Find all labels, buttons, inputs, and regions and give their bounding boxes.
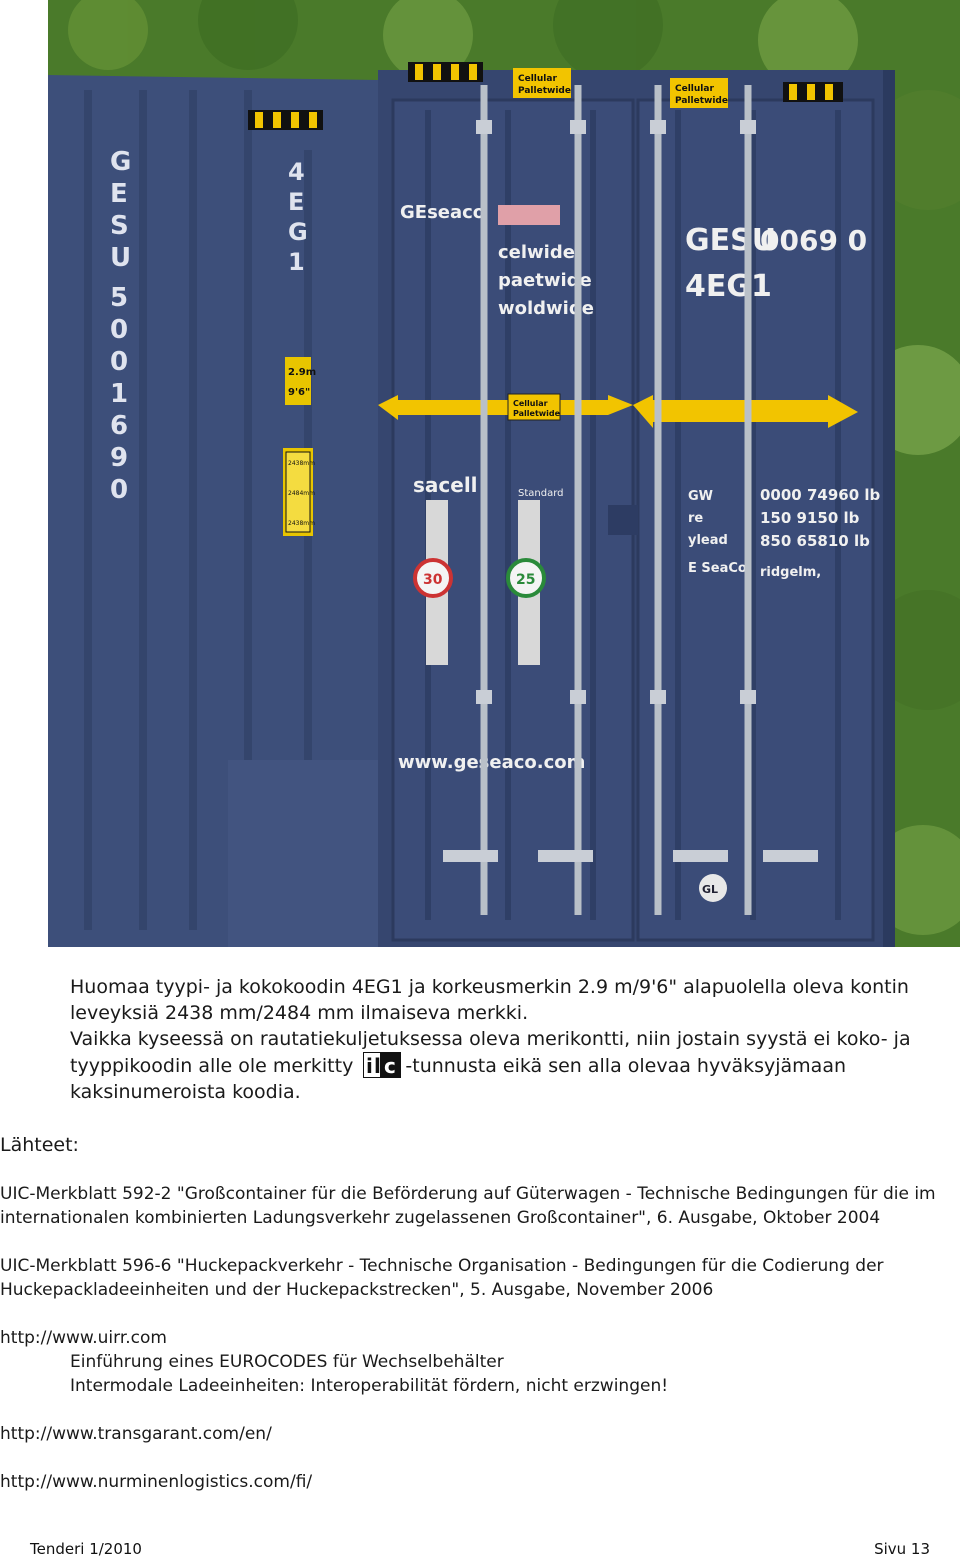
svg-text:paetwide: paetwide — [498, 270, 592, 291]
footer-publication: Tenderi 1/2010 — [30, 1540, 142, 1558]
svg-text:30: 30 — [423, 572, 443, 588]
svg-text:150 9150 lb: 150 9150 lb — [760, 509, 860, 527]
reference-uirr-item-1: Einführung eines EUROCODES für Wechselbehälter — [70, 1352, 504, 1372]
svg-text:www.geseaco.com: www.geseaco.com — [398, 752, 586, 773]
footer-page-number: Sivu 13 — [874, 1540, 930, 1558]
svg-text:re: re — [688, 511, 704, 526]
svg-text:Palletwide: Palletwide — [513, 409, 561, 418]
svg-text:2484mm: 2484mm — [288, 490, 315, 497]
svg-text:i: i — [366, 1054, 374, 1078]
svg-text:Standard: Standard — [518, 488, 564, 499]
svg-text:9'6": 9'6" — [288, 387, 311, 398]
svg-text:2.9m: 2.9m — [288, 367, 317, 378]
svg-text:2438mm: 2438mm — [288, 460, 315, 467]
photo-caption — [70, 974, 940, 1105]
svg-text:GESU: GESU — [685, 223, 777, 258]
svg-text:celwide: celwide — [498, 242, 575, 263]
palletwide-label-1: Cellular — [518, 74, 557, 84]
svg-text:ridgelm,: ridgelm, — [760, 565, 822, 580]
svg-text:4EG1: 4 E G 1 — [288, 158, 308, 276]
svg-text:Cellular: Cellular — [675, 84, 714, 94]
caption-text-before-symbol: Vaikka kyseessä on rautatiekuljetuksessa oleva merikontti, niin jostain syystä ei koko- ja tyyppikoodin alle ole merkitty — [70, 1028, 911, 1077]
svg-text:E SeaCo: E SeaCo — [688, 561, 747, 576]
reference-uirr-item-2: Intermodale Ladeeinheiten: Interoperabilität fördern, nicht erzwingen! — [70, 1376, 669, 1396]
svg-text:2438mm: 2438mm — [288, 520, 315, 527]
svg-text:GESU5001690: G E S U 5 0 0 1 6 9 0 — [110, 147, 132, 505]
svg-text:l: l — [374, 1054, 382, 1078]
svg-text:25: 25 — [516, 572, 536, 588]
svg-text:c: c — [384, 1054, 397, 1078]
reference-uirr — [0, 1326, 950, 1398]
reference-link-transgarant[interactable]: http://www.transgarant.com/en/ — [0, 1424, 272, 1444]
svg-text:0069 0: 0069 0 — [760, 224, 868, 257]
svg-text:GW: GW — [688, 489, 714, 504]
container-photo — [48, 0, 960, 947]
svg-text:ylead: ylead — [688, 533, 728, 548]
reference-uic-596-6: UIC-Merkblatt 596-6 "Huckepackverkehr - Technische Organisation - Bedingungen für die Codierung der Huckepackladeeinheiten und der Huckepackstrecken", 5. Ausgabe, November 2006 — [0, 1256, 884, 1300]
svg-text:Palletwide: Palletwide — [675, 96, 728, 106]
svg-text:0000 74960 lb: 0000 74960 lb — [760, 486, 881, 504]
svg-text:GL: GL — [702, 883, 719, 896]
svg-text:Palletwide: Palletwide — [518, 86, 571, 96]
reference-link-uirr[interactable]: http://www.uirr.com — [0, 1328, 167, 1348]
svg-text:Cellular: Cellular — [513, 399, 548, 408]
references-list — [0, 1182, 950, 1518]
caption-text-after-symbol: -tunnusta eikä sen alla olevaa hyväksyjämaan kaksinumeroista koodia. — [70, 1055, 847, 1103]
sources-heading: Lähteet: — [0, 1134, 79, 1156]
svg-text:850 65810 lb: 850 65810 lb — [760, 532, 870, 550]
svg-text:sacell: sacell — [413, 473, 478, 497]
uic-symbol-icon — [363, 1052, 401, 1078]
svg-text:woldwide: woldwide — [498, 298, 594, 319]
caption-paragraph-2 — [70, 1026, 940, 1105]
caption-paragraph-1: Huomaa tyypi- ja kokokoodin 4EG1 ja korkeusmerkin 2.9 m/9'6" alapuolella oleva kontin leveyksiä 2438 mm/2484 mm ilmaiseva merkki. — [70, 976, 909, 1024]
svg-text:4EG1: 4EG1 — [685, 269, 772, 304]
reference-uic-592-2: UIC-Merkblatt 592-2 "Großcontainer für die Beförderung auf Güterwagen - Technische Bedingungen für die im internationalen kombinierten Ladungsverkehr zugelassenen Großcontainer", 6. Ausgabe, Oktober 2004 — [0, 1184, 936, 1228]
reference-link-nurminen[interactable]: http://www.nurminenlogistics.com/fi/ — [0, 1472, 313, 1492]
svg-text:GEseaco: GEseaco — [400, 202, 486, 223]
